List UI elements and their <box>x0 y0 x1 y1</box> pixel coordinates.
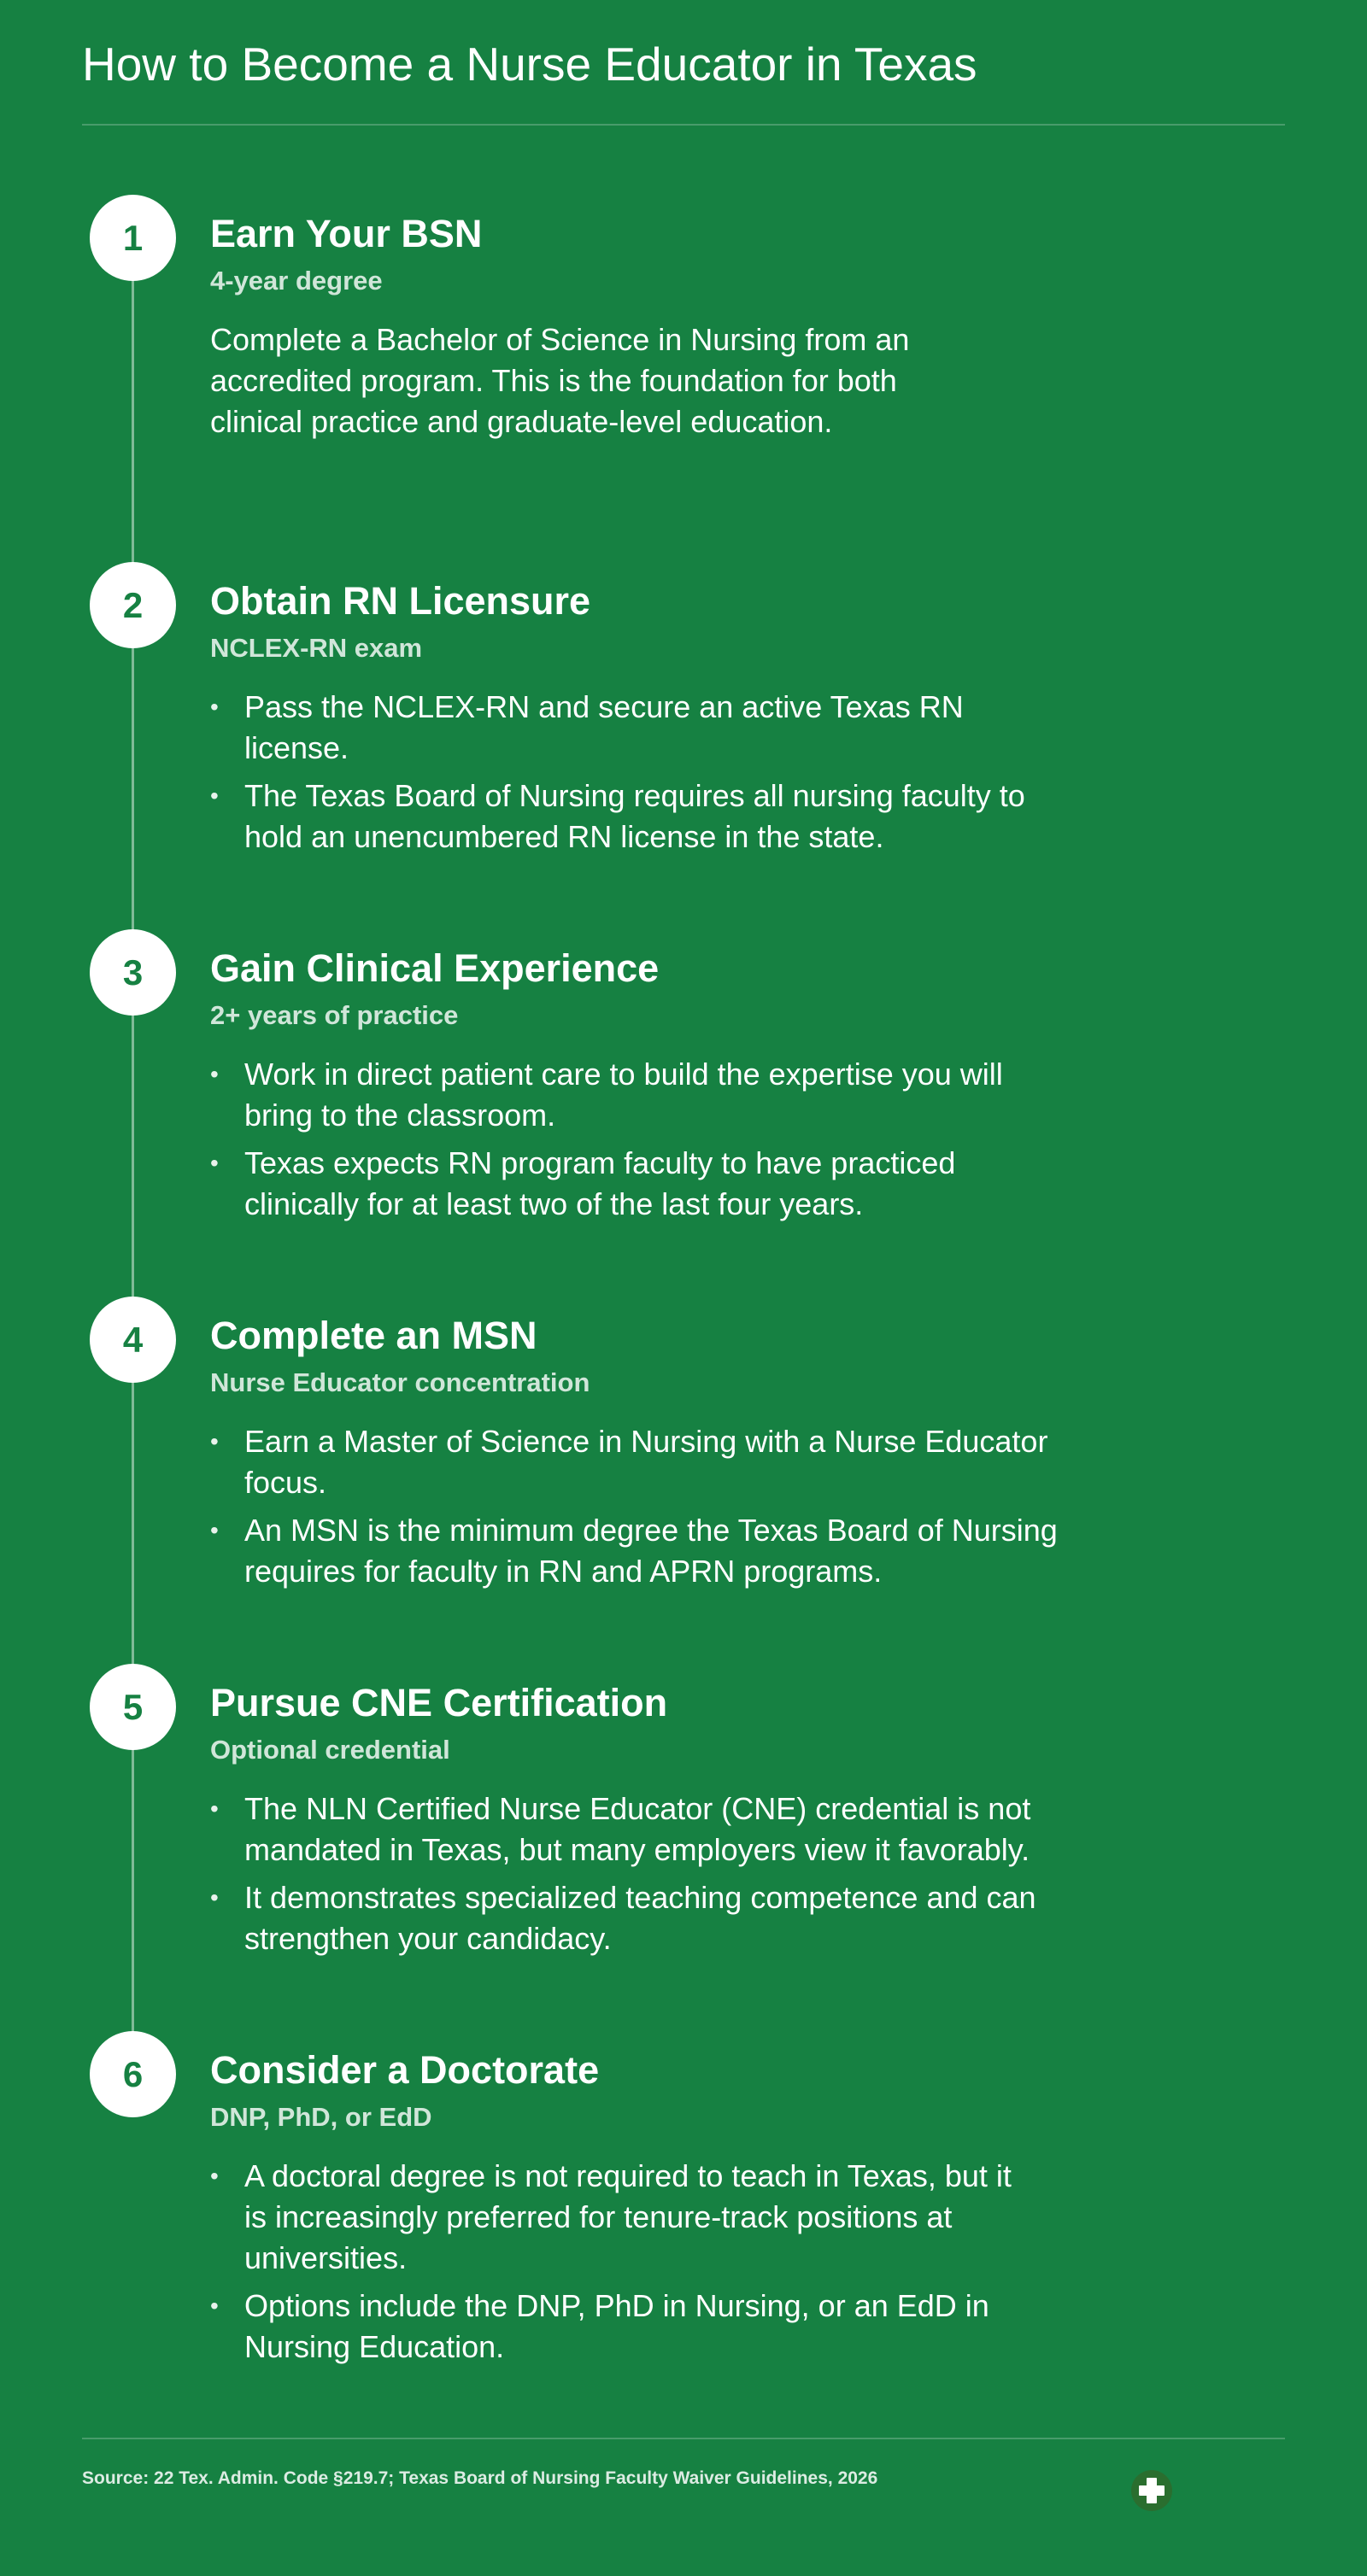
step-number-badge: 3 <box>90 929 176 1016</box>
list-item-text: A doctoral degree is not required to teach in Texas, but it is increasingly preferred for tenure-track positions at universities. <box>244 2158 1012 2275</box>
list-item-text: The Texas Board of Nursing requires all nursing faculty to hold an unencumbered RN license in the state. <box>244 778 1025 854</box>
list-item <box>210 1054 1030 1136</box>
bullet-icon: • <box>210 694 219 720</box>
step-bullet-list <box>210 1789 1056 1959</box>
list-item-text: Texas expects RN program faculty to have practiced clinically for at least two of the last four years. <box>244 1145 956 1221</box>
bullet-icon: • <box>210 1795 219 1822</box>
step-subtitle: Optional credential <box>210 1735 450 1765</box>
list-item <box>210 2286 1030 2368</box>
step-bullet-list <box>210 2156 1030 2368</box>
list-item-text: It demonstrates specialized teaching competence and can strengthen your candidacy. <box>244 1880 1036 1956</box>
list-item <box>210 1143 1030 1225</box>
bullet-icon: • <box>210 1061 219 1087</box>
step-bullet-list <box>210 1421 1116 1592</box>
step-title: Obtain RN Licensure <box>210 579 591 623</box>
step-title: Earn Your BSN <box>210 212 483 255</box>
source-citation: Source: 22 Tex. Admin. Code §219.7; Texas Board of Nursing Faculty Waiver Guidelines, 2026 <box>82 2468 878 2488</box>
step-number-badge: 1 <box>90 195 176 281</box>
step-content <box>210 946 1030 1232</box>
step-content <box>210 2048 1030 2374</box>
step-number-badge: 5 <box>90 1664 176 1750</box>
list-item <box>210 1510 1116 1592</box>
step-content <box>210 579 1056 864</box>
step-subtitle: 2+ years of practice <box>210 1000 459 1030</box>
header-divider <box>82 124 1285 126</box>
list-item <box>210 776 1056 858</box>
list-item-text: Work in direct patient care to build the expertise you will bring to the classroom. <box>244 1057 1003 1133</box>
bullet-icon: • <box>210 2292 219 2319</box>
list-item-text: Earn a Master of Science in Nursing with a Nurse Educator focus. <box>244 1424 1048 1500</box>
bullet-icon: • <box>210 1428 219 1455</box>
step-title: Gain Clinical Experience <box>210 946 660 990</box>
medical-cross-svg <box>1131 2470 1172 2511</box>
list-item <box>210 2156 1030 2279</box>
list-item <box>210 1877 1056 1959</box>
list-item-text: The NLN Certified Nurse Educator (CNE) credential is not mandated in Texas, but many employers view it favorably. <box>244 1791 1031 1867</box>
step-subtitle: 4-year degree <box>210 266 383 296</box>
list-item <box>210 1421 1116 1503</box>
page-title: How to Become a Nurse Educator in Texas <box>82 38 977 91</box>
list-item-text: An MSN is the minimum degree the Texas Board of Nursing requires for faculty in RN and APRN programs. <box>244 1513 1058 1589</box>
timeline-line <box>132 239 134 2075</box>
step-content <box>210 1314 1116 1599</box>
footer-divider <box>82 2438 1285 2439</box>
bullet-icon: • <box>210 1517 219 1543</box>
medical-cross-icon <box>1131 2470 1172 2511</box>
step-number-badge: 2 <box>90 562 176 648</box>
step-description: Complete a Bachelor of Science in Nursing from an accredited program. This is the foundation for both clinical practice and graduate-level education. <box>210 322 910 439</box>
bullet-icon: • <box>210 782 219 809</box>
step-bullet-list <box>210 687 1056 858</box>
step-subtitle: Nurse Educator concentration <box>210 1367 590 1397</box>
bullet-icon: • <box>210 1884 219 1911</box>
step-title: Complete an MSN <box>210 1314 537 1357</box>
list-item-text: Options include the DNP, PhD in Nursing, or an EdD in Nursing Education. <box>244 2288 989 2364</box>
bullet-icon: • <box>210 1150 219 1176</box>
step-subtitle: NCLEX-RN exam <box>210 633 423 663</box>
step-content <box>210 212 962 442</box>
step-subtitle: DNP, PhD, or EdD <box>210 2102 432 2132</box>
step-number-badge: 4 <box>90 1297 176 1383</box>
step-content <box>210 1681 1056 1966</box>
bullet-icon: • <box>210 2163 219 2189</box>
step-number-badge: 6 <box>90 2031 176 2117</box>
step-title: Pursue CNE Certification <box>210 1681 668 1724</box>
step-bullet-list <box>210 1054 1030 1225</box>
step-title: Consider a Doctorate <box>210 2048 600 2092</box>
list-item <box>210 687 1056 769</box>
list-item <box>210 1789 1056 1871</box>
list-item-text: Pass the NCLEX-RN and secure an active Texas RN license. <box>244 689 964 765</box>
